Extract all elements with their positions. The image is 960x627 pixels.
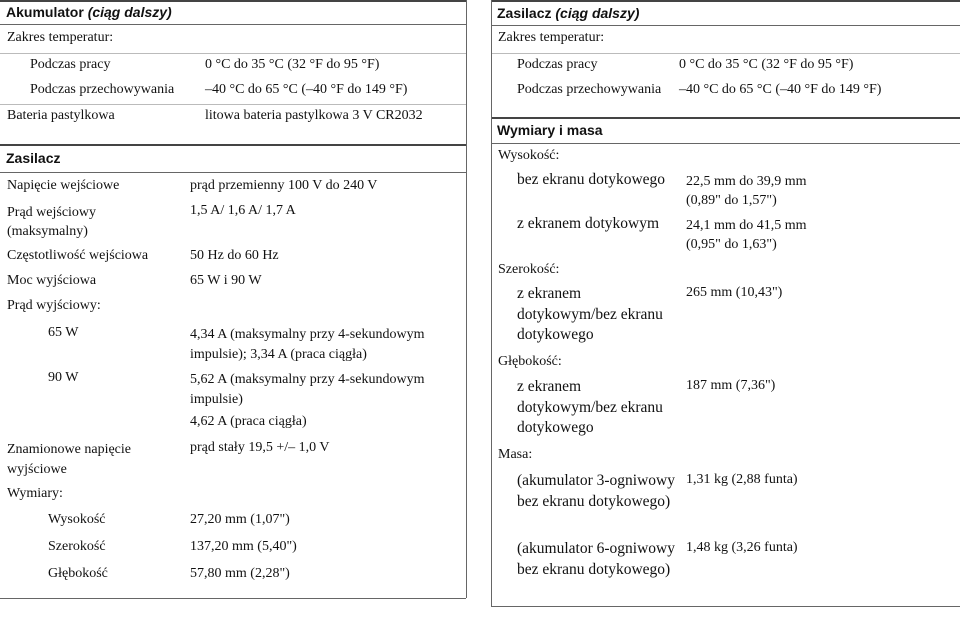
depth-value: 187 mm (7,36") [686, 378, 776, 393]
temp-range-label: Zakres temperatur: [498, 30, 605, 45]
temp-range-label: Zakres temperatur: [7, 30, 114, 45]
output-90w-value-continuous: 4,62 A (praca ciągła) [190, 414, 307, 429]
adapter-section-title: Zasilacz [6, 150, 61, 166]
operating-label: Podczas pracy [30, 57, 111, 72]
output-power-value: 65 W i 90 W [190, 273, 262, 288]
top-rule-left [0, 0, 466, 2]
output-90w-label: 90 W [48, 370, 79, 385]
rated-voltage-label: Znamionowe napięcie wyjściowe [7, 442, 132, 477]
dimensions-label: Wymiary: [7, 486, 63, 501]
adapter-continued-title [497, 5, 639, 21]
height-touch-label: z ekranem dotykowym [517, 215, 660, 232]
section-rule [0, 144, 466, 146]
coin-battery-value: litowa bateria pastylkowa 3 V CR2032 [205, 108, 423, 123]
height-nontouch-label: bez ekranu dotykowego [517, 171, 666, 188]
title-main: Akumulator [6, 4, 84, 20]
divider [491, 25, 960, 26]
input-current-label: Prąd wejściowy (maksymalny) [7, 205, 97, 239]
input-current-value: 1,5 A/ 1,6 A/ 1,7 A [190, 203, 296, 218]
operating-value: 0 °C do 35 °C (32 °F do 95 °F) [205, 57, 380, 72]
storage-label: Podczas przechowywania [517, 82, 662, 97]
section-rule [491, 117, 960, 119]
divider [0, 104, 466, 105]
adapter-height-label: Wysokość [48, 512, 106, 527]
adapter-width-label: Szerokość [48, 539, 106, 554]
divider [0, 53, 466, 54]
storage-value: –40 °C do 65 °C (–40 °F do 149 °F) [679, 82, 882, 97]
width-label: Szerokość: [498, 262, 560, 277]
title-continued: (ciąg dalszy) [555, 5, 640, 21]
depth-label: Głębokość: [498, 354, 562, 369]
width-config-label: z ekranem dotykowym/bez ekranu dotykowego [517, 285, 663, 343]
title-main: Zasilacz [497, 5, 552, 21]
output-65w-label: 65 W [48, 325, 79, 340]
output-90w-value-peak: 5,62 A (maksymalny przy 4-sekundowym impulsie) [190, 372, 425, 407]
operating-value: 0 °C do 35 °C (32 °F do 95 °F) [679, 57, 854, 72]
input-frequency-label: Częstotliwość wejściowa [7, 248, 149, 263]
mass-3cell-label: (akumulator 3-ogniwowy bez ekranu dotykowego) [517, 472, 675, 510]
storage-value: –40 °C do 65 °C (–40 °F do 149 °F) [205, 82, 408, 97]
mass-6cell-value: 1,48 kg (3,26 funta) [686, 540, 798, 555]
adapter-width-value: 137,20 mm (5,40") [190, 539, 297, 554]
battery-section-title [6, 4, 172, 20]
column-border-right [491, 0, 492, 606]
adapter-depth-label: Głębokość [48, 566, 108, 581]
divider [0, 172, 466, 173]
output-current-label: Prąd wyjściowy: [7, 298, 101, 313]
rated-voltage-value: prąd stały 19,5 +/– 1,0 V [190, 440, 330, 455]
bottom-rule-right [491, 606, 960, 607]
bottom-rule-left [0, 598, 466, 599]
mass-3cell-value: 1,31 kg (2,88 funta) [686, 472, 798, 487]
height-touch-value: 24,1 mm do 41,5 mm (0,95" do 1,63") [686, 218, 807, 252]
input-voltage-label: Napięcie wejściowe [7, 178, 120, 193]
divider [491, 53, 960, 54]
operating-label: Podczas pracy [517, 57, 598, 72]
divider [491, 143, 960, 144]
input-frequency-value: 50 Hz do 60 Hz [190, 248, 279, 263]
dimensions-weight-title: Wymiary i masa [497, 122, 603, 138]
output-65w-value: 4,34 A (maksymalny przy 4-sekundowym impulsie); 3,34 A (praca ciągła) [190, 327, 425, 362]
adapter-depth-value: 57,80 mm (2,28") [190, 566, 290, 581]
adapter-height-value: 27,20 mm (1,07") [190, 512, 290, 527]
mass-label: Masa: [498, 447, 533, 462]
column-border-left [466, 0, 467, 598]
height-nontouch-value: 22,5 mm do 39,9 mm (0,89" do 1,57") [686, 174, 807, 208]
coin-battery-label: Bateria pastylkowa [7, 108, 115, 123]
mass-6cell-label: (akumulator 6-ogniwowy bez ekranu dotykowego) [517, 540, 675, 578]
width-value: 265 mm (10,43") [686, 285, 783, 300]
title-continued: (ciąg dalszy) [87, 4, 172, 20]
output-power-label: Moc wyjściowa [7, 273, 97, 288]
divider [0, 24, 466, 25]
storage-label: Podczas przechowywania [30, 82, 175, 97]
depth-config-label: z ekranem dotykowym/bez ekranu dotykowego [517, 378, 663, 436]
input-voltage-value: prąd przemienny 100 V do 240 V [190, 178, 378, 193]
top-rule-right [491, 0, 960, 2]
height-label: Wysokość: [498, 148, 560, 163]
